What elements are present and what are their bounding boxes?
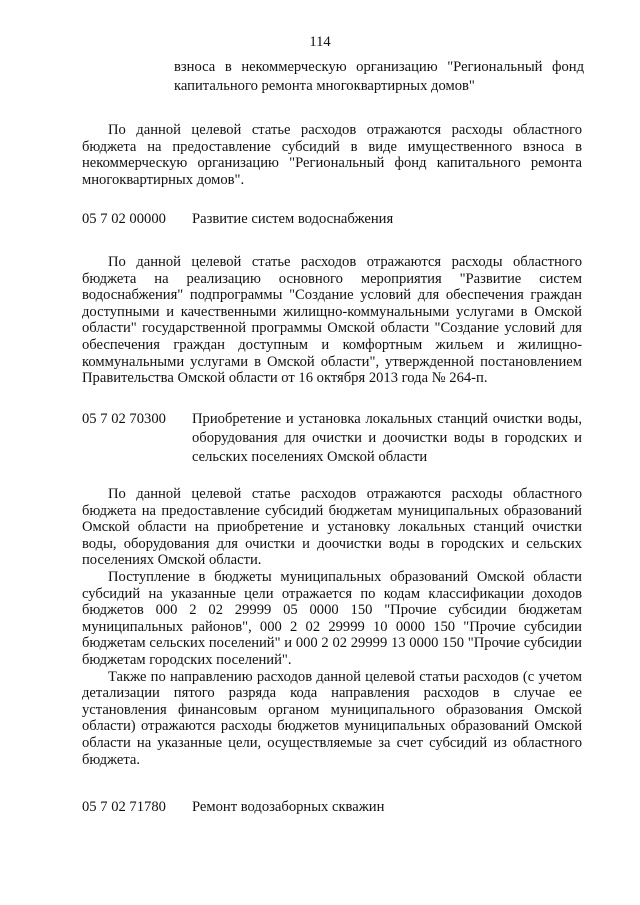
section-code-2: 05 7 02 70300 [82,411,166,427]
section-title-3: Ремонт водозаборных скважин [192,799,385,815]
paragraph-2: По данной целевой статье расходов отражаются расходы областного бюджета на реализацию основного мероприятия "Развитие систем водоснабжения" подпрограммы "Создание условий для обеспечения граждан доступными и качественными жилищно-коммунальными услугами в Омской области" государственной программы Омской области "Создание условий для обеспечения граждан доступным и комфортным жильем и жилищно-коммунальными услугами в Омской области", утвержденной постановлением Правительства Омской области от 16 октября 2013 года № 264-п. [82,254,582,387]
section-title-2: Приобретение и установка локальных станций очистки воды, оборудования для очистки и доочистки воды в городских и сельских поселениях Омской области [192,411,582,465]
paragraph-3-block [82,486,582,768]
page-number: 114 [309,34,331,50]
section-code-1: 05 7 02 00000 [82,211,166,227]
paragraph-4: Поступление в бюджеты муниципальных образований Омской области субсидий на указанные цели отражается по кодам классификации доходов бюджетов 000 2 02 29999 05 0000 150 "Прочие субсидии бюджетам муниципальных районов", 000 2 02 29999 10 0000 150 "Прочие субсидии бюджетам сельских поселений" и 000 2 02 29999 13 0000 150 "Прочие субсидии бюджетам городских поселений". [82,568,582,668]
paragraph-2-block [82,254,582,387]
continued-section-title: взноса в некоммерческую организацию "Региональный фонд капитального ремонта многоквартирных домов" [174,59,584,94]
section-title-1: Развитие систем водоснабжения [192,211,394,227]
paragraph-5: Также по направлению расходов данной целевой статьи расходов (с учетом детализации пятого разряда кода направления расходов в случае ее установления финансовым органом муниципального образования Омской области) отражаются расходы бюджетов муниципальных образований Омской области на указанные цели, осуществляемые за счет субсидий из областного бюджета. [82,668,582,768]
paragraph-1: По данной целевой статье расходов отражаются расходы областного бюджета на предоставление субсидий в виде имущественного взноса в некоммерческую организацию "Региональный фонд капитального ремонта многоквартирных домов". [82,122,582,188]
paragraph-3: По данной целевой статье расходов отражаются расходы областного бюджета на предоставление субсидий бюджетам муниципальных образований Омской области на приобретение и установку локальных станций очистки воды, оборудования для очистки и доочистки воды в городских и сельских поселениях Омской области. [82,486,582,569]
section-code-3: 05 7 02 71780 [82,799,166,815]
paragraph-1-block [82,122,582,188]
